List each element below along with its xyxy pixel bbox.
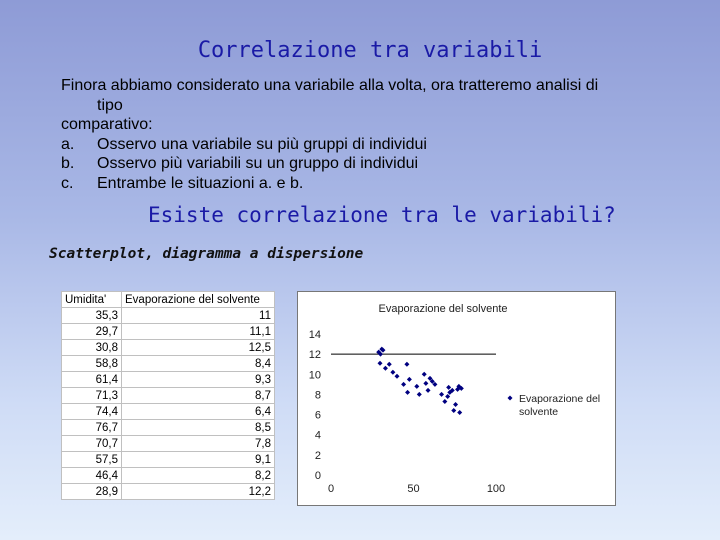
table-cell: 29,7 (62, 324, 122, 340)
data-point (407, 377, 412, 382)
list-item-text: Osservo una variabile su più gruppi di individui (97, 135, 427, 153)
table-cell: 76,7 (62, 420, 122, 436)
legend-label: Evaporazione del solvente (519, 393, 601, 418)
table-header-row (62, 292, 275, 308)
table-cell: 8,4 (122, 356, 275, 372)
table-row (62, 484, 275, 500)
slide-title: Correlazione tra variabili (197, 38, 543, 63)
legend-marker (508, 396, 513, 401)
y-tick-label: 0 (314, 470, 321, 482)
list-marker: c. (61, 174, 74, 192)
table-cell: 12,5 (122, 340, 275, 356)
table-cell: 6,4 (122, 404, 275, 420)
data-point (390, 370, 395, 375)
table-row (62, 452, 275, 468)
table-cell: 9,3 (122, 372, 275, 388)
data-point (445, 394, 450, 399)
data-point (401, 382, 406, 387)
table-row (62, 308, 275, 324)
table-cell: 7,8 (122, 436, 275, 452)
table-cell: 58,8 (62, 356, 122, 372)
data-point (426, 388, 431, 393)
data-point (446, 385, 451, 390)
data-point (423, 381, 428, 386)
data-point (383, 366, 388, 371)
y-tick-label: 2 (314, 449, 321, 462)
question-heading: Esiste correlazione tra le variabili? (148, 203, 616, 227)
list-item (61, 174, 681, 194)
data-point (395, 374, 400, 379)
data-point (451, 408, 456, 413)
table-cell: 61,4 (62, 372, 122, 388)
intro-line: tipo (97, 96, 123, 114)
data-point (405, 390, 410, 395)
data-point (378, 361, 383, 366)
list-marker: b. (61, 155, 75, 172)
table-cell: 8,5 (122, 420, 275, 436)
table-cell: 8,2 (122, 468, 275, 484)
column-header-umidita: Umidita' (62, 292, 122, 308)
data-point (422, 372, 427, 377)
scatter-chart-svg (298, 292, 615, 505)
table-cell: 30,8 (62, 340, 122, 356)
table-cell: 28,9 (62, 484, 122, 500)
table-cell: 11,1 (122, 324, 275, 340)
data-point (439, 392, 444, 397)
y-tick-label: 14 (308, 329, 321, 341)
data-point (417, 392, 422, 397)
chart-title: Evaporazione del solvente (378, 303, 508, 315)
table-row (62, 420, 275, 436)
intro-line: comparativo: (61, 116, 153, 133)
y-tick-label: 8 (314, 389, 321, 402)
table-row (62, 404, 275, 420)
table-cell: 9,1 (122, 452, 275, 468)
table-row (62, 356, 275, 372)
data-point (442, 399, 447, 404)
table-row (62, 340, 275, 356)
data-point (387, 362, 392, 367)
table-cell: 11 (122, 308, 275, 324)
intro-text (61, 76, 681, 193)
intro-line: Finora abbiamo considerato una variabile alla volta, ora tratteremo analisi di (61, 77, 599, 94)
list-item (61, 154, 681, 174)
y-tick-label: 4 (314, 429, 321, 442)
x-tick-label: 0 (327, 483, 335, 495)
table-row (62, 468, 275, 484)
data-point (457, 410, 462, 415)
table-cell: 71,3 (62, 388, 122, 404)
table-cell: 74,4 (62, 404, 122, 420)
data-point (414, 384, 419, 389)
y-tick-label: 10 (308, 369, 321, 382)
x-tick-label: 50 (407, 483, 420, 495)
list-marker: a. (61, 135, 75, 153)
table-row (62, 372, 275, 388)
list-item-text: Entrambe le situazioni a. e b. (97, 174, 304, 192)
table-cell: 57,5 (62, 452, 122, 468)
data-point (453, 402, 458, 407)
y-tick-label: 12 (308, 349, 321, 362)
table-cell: 46,4 (62, 468, 122, 484)
scatter-chart (297, 291, 616, 506)
table-cell: 70,7 (62, 436, 122, 452)
table-row (62, 324, 275, 340)
y-tick-label: 6 (314, 409, 321, 422)
data-table (61, 291, 275, 500)
table-cell: 35,3 (62, 308, 122, 324)
section-subtitle: Scatterplot, diagramma a dispersione (49, 246, 364, 262)
list-item (61, 135, 681, 155)
table-cell: 8,7 (122, 388, 275, 404)
table-cell: 12,2 (122, 484, 275, 500)
list-item-text: Osservo più variabili su un gruppo di individui (97, 155, 419, 172)
table-row (62, 436, 275, 452)
x-tick-label: 100 (486, 483, 506, 495)
data-point (404, 362, 409, 367)
column-header-evaporazione: Evaporazione del solvente (122, 292, 275, 308)
table-row (62, 388, 275, 404)
